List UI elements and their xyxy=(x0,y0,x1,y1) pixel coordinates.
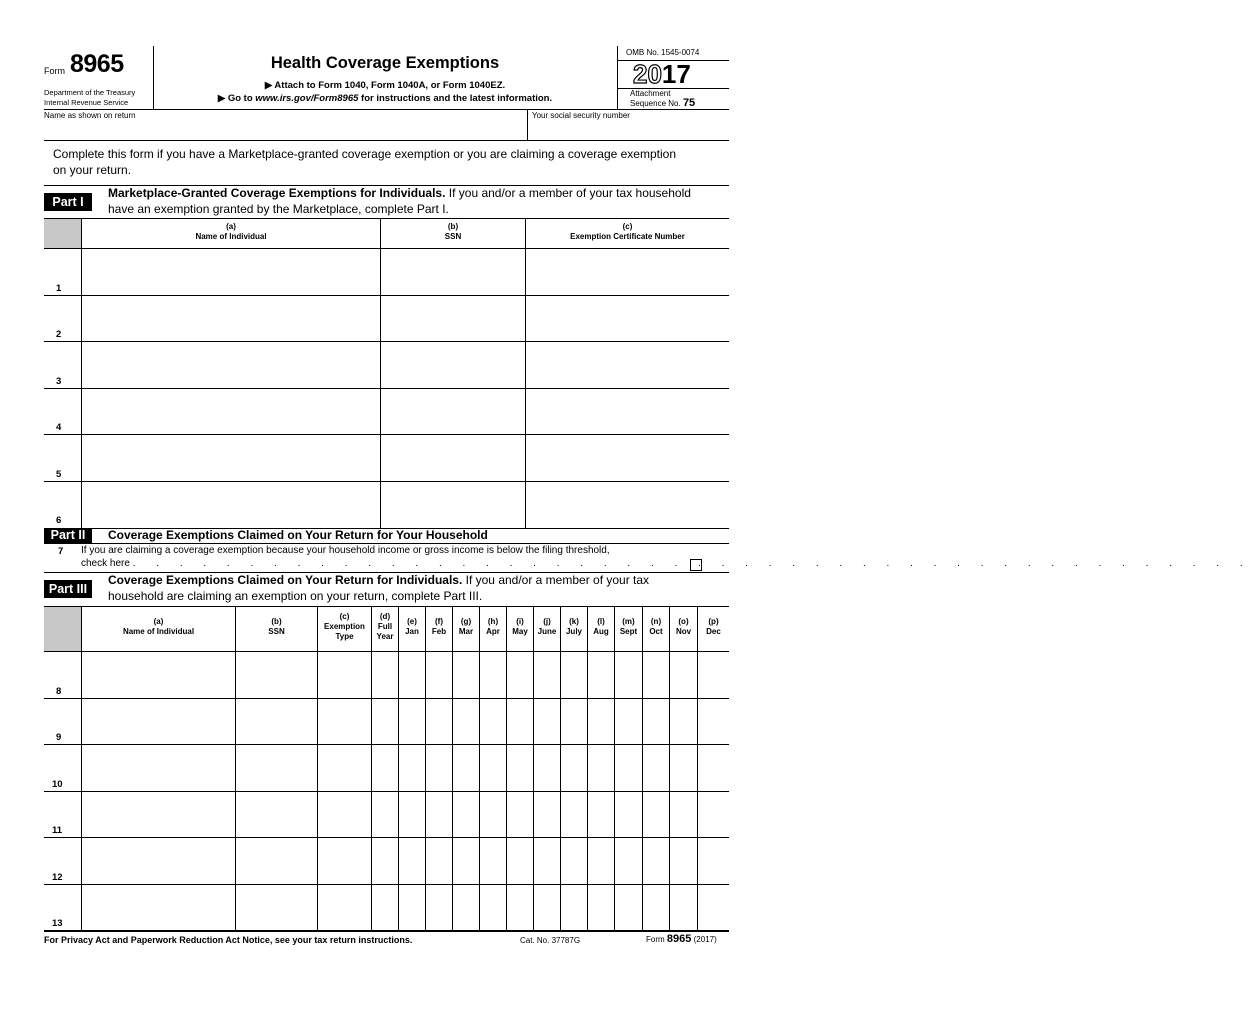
form-label: Form xyxy=(44,66,65,76)
part3-row-number: 8 xyxy=(56,686,62,697)
month-letter: (o) xyxy=(678,617,689,626)
part3-gray-column xyxy=(44,607,81,651)
tax-year-outline: 20 xyxy=(633,59,662,89)
month-label: Oct xyxy=(649,627,663,636)
privacy-notice: For Privacy Act and Paperwork Reduction Act Notice, see your tax return instructions. xyxy=(44,935,413,945)
part1-row-number: 5 xyxy=(56,469,62,480)
goto-suffix: for instructions and the latest information. xyxy=(358,93,553,104)
attach-instruction: ▶ Attach to Form 1040, Form 1040A, or Form 1040EZ. xyxy=(264,80,506,91)
month-header-may xyxy=(507,617,533,637)
part3-col-line xyxy=(506,606,507,930)
omb-number: OMB No. 1545-0074 xyxy=(626,48,700,57)
part3-badge: Part III xyxy=(44,580,92,598)
part3-col-c-line2: Type xyxy=(335,632,354,641)
line7-number: 7 xyxy=(58,546,64,557)
part1-col-c-label: Exemption Certificate Number xyxy=(570,232,685,241)
part3-col-b-letter: (b) xyxy=(271,617,282,626)
tax-year-bold: 17 xyxy=(661,59,691,89)
line7-checkbox[interactable] xyxy=(690,559,702,571)
part1-col-b-header xyxy=(381,222,525,242)
sequence-number: 75 xyxy=(682,97,696,109)
part3-col-b-header xyxy=(236,617,317,637)
month-label: May xyxy=(512,627,528,636)
part3-row-rule xyxy=(44,884,729,885)
part1-row-number: 1 xyxy=(56,283,62,294)
month-header-apr xyxy=(480,617,506,637)
part1-title-rest: If you and/or a member of your tax household xyxy=(445,186,691,200)
header-bottom-rule xyxy=(44,109,729,110)
month-header-jan xyxy=(399,617,425,637)
month-letter: (j) xyxy=(543,617,551,626)
part1-header-rule xyxy=(44,218,729,219)
month-header-mar xyxy=(453,617,479,637)
part1-col-a-label: Name of Individual xyxy=(195,232,267,241)
part3-col-d-line1: Full xyxy=(377,622,393,631)
month-header-july xyxy=(561,617,587,637)
month-letter: (m) xyxy=(622,617,635,626)
part3-row-number: 10 xyxy=(52,779,63,790)
part1-row-number: 2 xyxy=(56,329,62,340)
part3-col-line xyxy=(560,606,561,930)
part1-badge: Part I xyxy=(44,193,92,211)
attachment-label: Attachment xyxy=(630,89,671,98)
name-field[interactable] xyxy=(44,122,527,139)
month-header-dec xyxy=(698,617,729,637)
part3-col-d-line2: Year xyxy=(376,632,394,641)
part1-gray-column xyxy=(44,219,81,248)
month-label: June xyxy=(537,627,557,636)
footer-form-number: 8965 xyxy=(666,933,692,945)
part1-row-rule xyxy=(44,295,729,296)
part1-title-bold: Marketplace-Granted Coverage Exemptions for Individuals. xyxy=(108,186,446,200)
month-header-aug xyxy=(588,617,614,637)
part3-row-number: 9 xyxy=(56,732,62,743)
month-label: Mar xyxy=(458,627,474,636)
header-divider-right xyxy=(617,46,618,109)
form-number: 8965 xyxy=(70,50,124,78)
dept-line1: Department of the Treasury xyxy=(44,88,136,97)
month-header-sept xyxy=(615,617,642,637)
part3-row-number: 11 xyxy=(52,825,63,836)
part1-row-rule xyxy=(44,434,729,435)
sequence-label xyxy=(630,97,695,109)
name-label: Name as shown on return xyxy=(44,111,136,120)
part1-row-number: 3 xyxy=(56,376,62,387)
part3-row-number: 13 xyxy=(52,918,63,929)
line7-check-label: check here xyxy=(81,558,130,569)
month-label: Apr xyxy=(486,627,500,636)
part3-row-rule xyxy=(44,791,729,792)
month-letter: (p) xyxy=(708,617,719,626)
month-header-june xyxy=(534,617,560,637)
form-title: Health Coverage Exemptions xyxy=(270,54,500,72)
ssn-field[interactable] xyxy=(528,122,729,139)
part1-colhead-bottom xyxy=(44,248,729,249)
part3-col-line xyxy=(371,606,372,930)
month-letter: (n) xyxy=(650,617,662,626)
part3-col-line xyxy=(669,606,670,930)
part1-row-rule xyxy=(44,481,729,482)
part3-col-a-label: Name of Individual xyxy=(122,627,195,636)
month-label: July xyxy=(565,627,582,636)
part3-col-a-header xyxy=(82,617,235,637)
footer-form-label: Form xyxy=(646,935,665,944)
month-label: Dec xyxy=(706,627,721,636)
month-letter: (k) xyxy=(569,617,579,626)
part3-col-line xyxy=(642,606,643,930)
part3-col-line xyxy=(398,606,399,930)
line7-leader-dots: . . . . . . . . . . . . . . . . . . . . . . . . . . . . . . . . . . . . . . . . . . . . . . . . xyxy=(132,558,1252,569)
month-label: Aug xyxy=(593,627,609,636)
part3-col-line xyxy=(452,606,453,930)
ssn-label: Your social security number xyxy=(532,111,630,120)
sequence-text: Sequence No. xyxy=(630,99,681,108)
part1-title-line2: have an exemption granted by the Marketplace, complete Part I. xyxy=(108,202,449,216)
part3-title-line2: household are claiming an exemption on your return, complete Part III. xyxy=(108,589,483,603)
goto-instruction xyxy=(154,93,616,104)
month-letter: (i) xyxy=(516,617,524,626)
part3-title-rest: If you and/or a member of your tax xyxy=(462,573,650,587)
month-label: Nov xyxy=(675,627,692,636)
part1-col-c-letter: (c) xyxy=(622,222,633,231)
part3-col-d-letter: (d) xyxy=(379,612,391,621)
part3-col-line xyxy=(697,606,698,930)
part3-col-line xyxy=(317,606,318,930)
part3-col-line xyxy=(479,606,480,930)
part3-col-line xyxy=(533,606,534,930)
month-label: Jan xyxy=(405,627,419,636)
month-letter: (l) xyxy=(597,617,605,626)
part3-col-line xyxy=(587,606,588,930)
line7-text: If you are claiming a coverage exemption because your household income or gross income is below the filing threshold, xyxy=(81,545,610,556)
part3-col-line xyxy=(81,606,82,930)
intro-line1: Complete this form if you have a Marketplace-granted coverage exemption or you are claiming a coverage exemption xyxy=(53,147,676,161)
footer-form-id xyxy=(646,933,717,945)
part1-title xyxy=(108,186,691,200)
part1-row-number: 6 xyxy=(56,515,62,526)
month-header-feb xyxy=(426,617,452,637)
goto-prefix: ▶ Go to xyxy=(217,93,256,104)
part3-header-rule xyxy=(44,606,729,607)
part1-row-number: 4 xyxy=(56,422,62,433)
name-bottom-rule xyxy=(44,140,729,141)
part1-col-a-letter: (a) xyxy=(226,222,236,231)
month-label: Sept xyxy=(619,627,638,636)
part1-col-a-header xyxy=(82,222,380,242)
part3-row-number: 12 xyxy=(52,872,63,883)
part3-col-c-header xyxy=(318,612,371,642)
month-label: Feb xyxy=(431,627,447,636)
part3-row-rule xyxy=(44,698,729,699)
month-letter: (f) xyxy=(435,617,443,626)
part3-title xyxy=(108,573,649,587)
part3-col-c-letter: (c) xyxy=(339,612,350,621)
part3-col-line xyxy=(425,606,426,930)
part2-title: Coverage Exemptions Claimed on Your Return for Your Household xyxy=(108,528,488,542)
month-letter: (h) xyxy=(487,617,499,626)
dept-line2: Internal Revenue Service xyxy=(44,98,129,107)
month-header-nov xyxy=(670,617,697,637)
part3-col-line xyxy=(614,606,615,930)
part1-row-rule xyxy=(44,388,729,389)
part3-col-a-letter: (a) xyxy=(153,617,164,626)
catalog-number: Cat. No. 37787G xyxy=(520,936,581,945)
tax-year xyxy=(633,60,691,88)
intro-line2: on your return. xyxy=(53,163,132,177)
part3-colhead-bottom xyxy=(44,651,729,652)
part1-col-c-header xyxy=(526,222,729,242)
part3-col-line xyxy=(235,606,236,930)
part3-title-bold: Coverage Exemptions Claimed on Your Return for Individuals. xyxy=(108,573,463,587)
part3-col-d-header xyxy=(372,612,398,642)
part1-col-b-label: SSN xyxy=(444,232,462,241)
part2-badge: Part II xyxy=(44,528,92,543)
month-header-oct xyxy=(643,617,669,637)
month-letter: (g) xyxy=(460,617,472,626)
part1-col-b-letter: (b) xyxy=(447,222,459,231)
part3-col-c-line1: Exemption xyxy=(324,622,365,631)
irs-url-link[interactable]: www.irs.gov/Form8965 xyxy=(255,93,359,104)
month-letter: (e) xyxy=(407,617,417,626)
part3-bottom-rule xyxy=(44,930,729,932)
part3-row-rule xyxy=(44,837,729,838)
line7-check-text xyxy=(81,558,1252,569)
part3-col-b-label: SSN xyxy=(268,627,285,636)
part1-row-rule xyxy=(44,341,729,342)
part2-header-rule xyxy=(44,543,729,544)
part3-row-rule xyxy=(44,744,729,745)
footer-form-year: (2017) xyxy=(693,935,717,944)
